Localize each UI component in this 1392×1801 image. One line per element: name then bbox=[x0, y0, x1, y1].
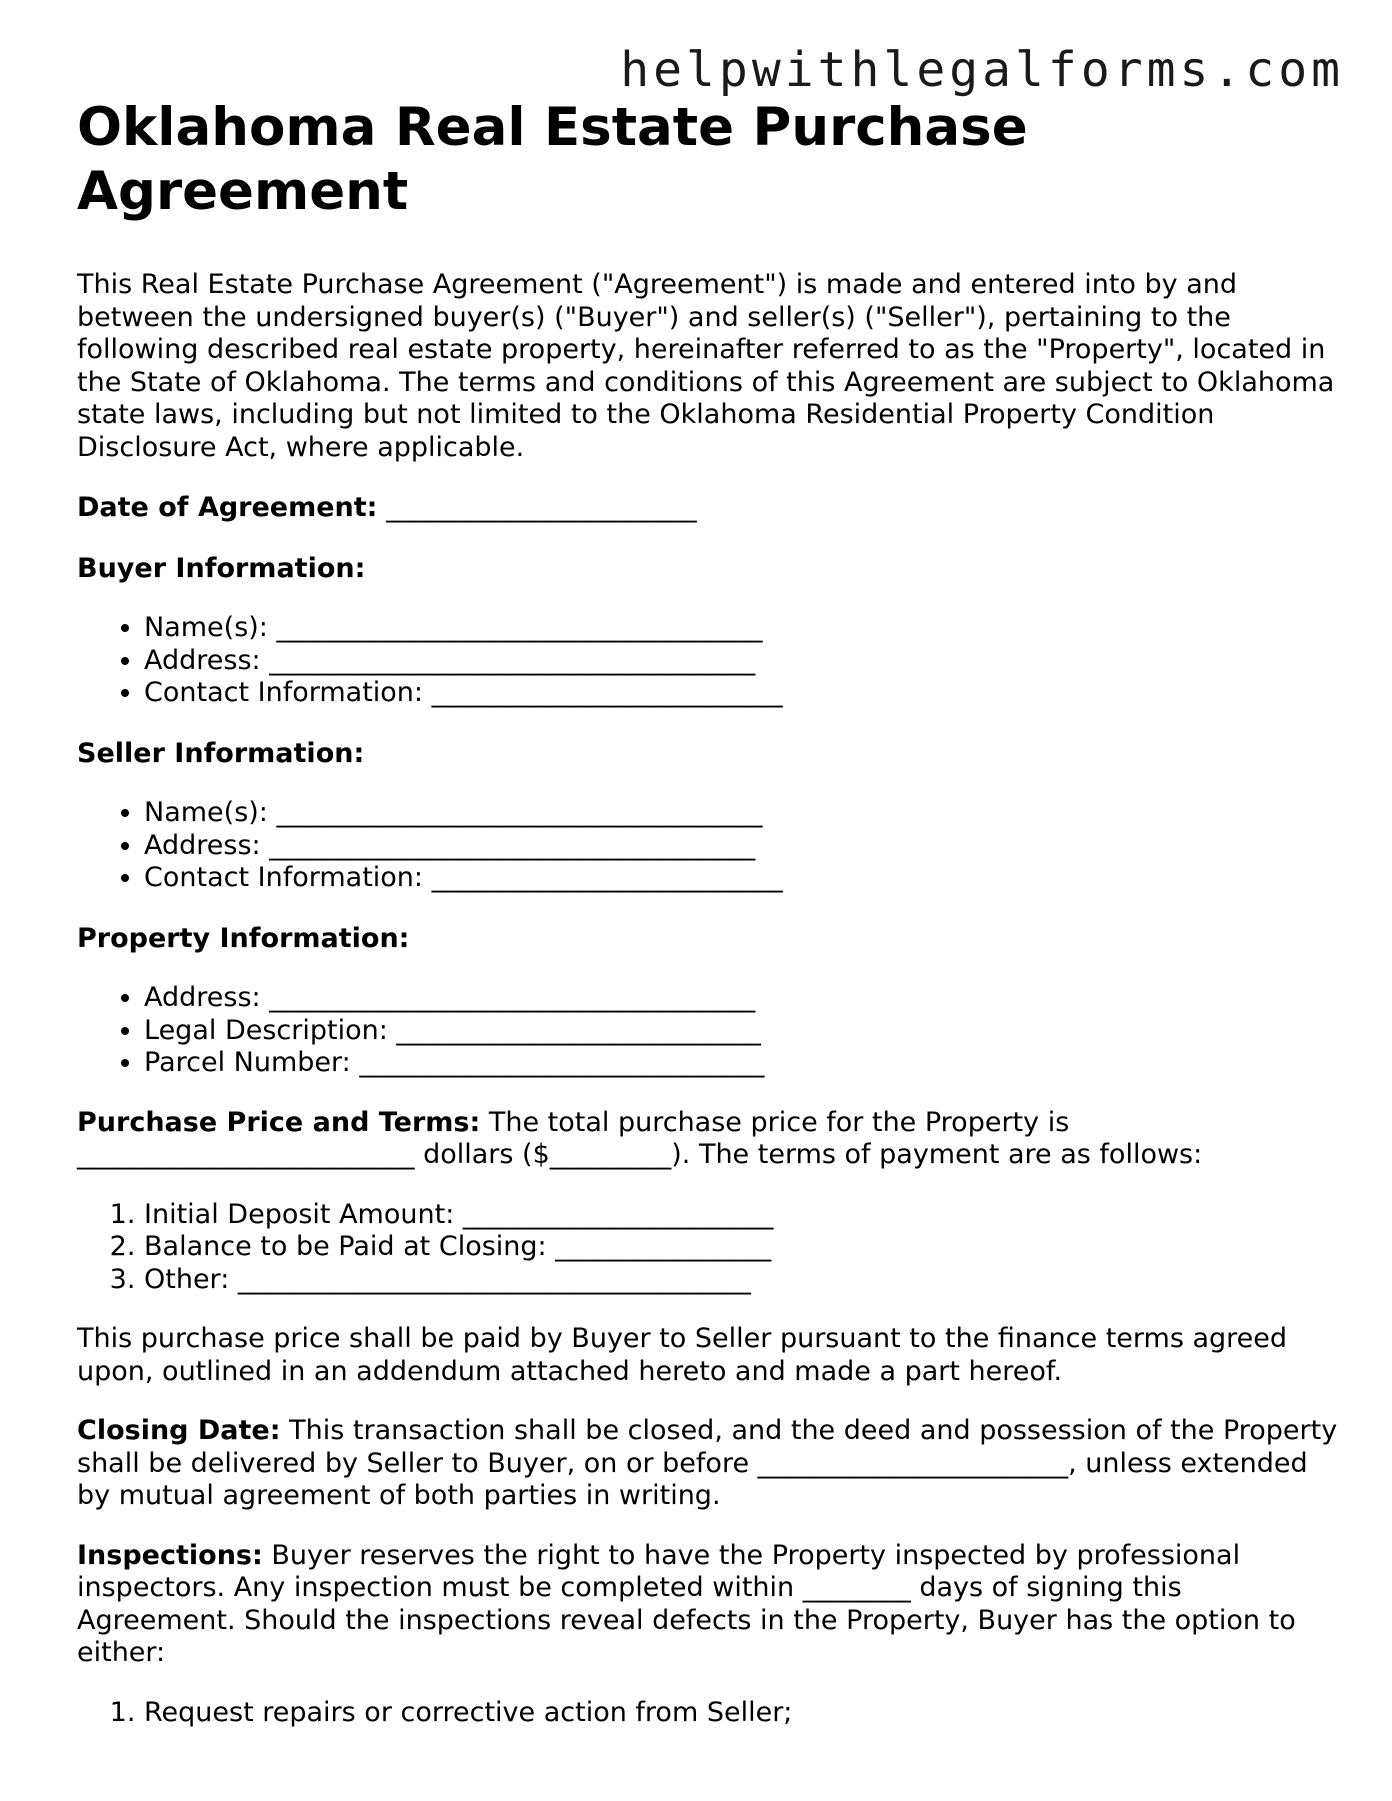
finance-terms-paragraph: This purchase price shall be paid by Buyer to Seller pursuant to the finance terms agreed upon, outlined in an addendum attached hereto and made a part hereof. bbox=[77, 1323, 1288, 1387]
date-of-agreement-label: Date of Agreement: bbox=[77, 492, 378, 523]
seller-name-field: • Name(s): ____________________________________ bbox=[144, 797, 1339, 830]
seller-list bbox=[77, 797, 1339, 895]
other-payment-field: 3. Other: ______________________________________ bbox=[144, 1264, 1339, 1297]
purchase-paragraph bbox=[77, 1107, 1339, 1172]
property-parcel-number-field: • Parcel Number: ______________________________ bbox=[144, 1047, 1339, 1080]
closing-label: Closing Date: bbox=[77, 1415, 281, 1446]
inspection-option-item: 1. Request repairs or corrective action from Seller; bbox=[144, 1697, 1339, 1730]
seller-address-field: • Address: ____________________________________ bbox=[144, 830, 1339, 863]
inspections-paragraph bbox=[77, 1540, 1339, 1670]
buyer-heading: Buyer Information: bbox=[77, 552, 366, 584]
inspections-text: Buyer reserves the right to have the Property inspected by professional inspectors. Any inspection must be completed within ________ days of signing this Agreement. Should the inspections reveal defects in the Property, Buyer has the option to either: bbox=[77, 1539, 1296, 1668]
buyer-address-field: • Address: ____________________________________ bbox=[144, 645, 1339, 678]
intro-paragraph: This Real Estate Purchase Agreement ("Agreement") is made and entered into by and between the undersigned buyer(s) ("Buyer") and seller(s) ("Seller"), pertaining to the following described real estate property, hereinafter referred to as the "Property", located in the State of Oklahoma. The terms and conditions of this Agreement are subject to Oklahoma state laws, including but not limited to the Oklahoma Residential Property Condition Disclosure Act, where applicable. bbox=[77, 269, 1335, 463]
document-body bbox=[77, 96, 1339, 1729]
document-title: Oklahoma Real Estate Purchase Agreement bbox=[77, 97, 1028, 222]
property-legal-description-field: • Legal Description: ___________________________ bbox=[144, 1015, 1339, 1048]
closing-text: This transaction shall be closed, and the deed and possession of the Property shall be delivered by Seller to Buyer, on or before _______________________, unless extended by mutual agreement of both parties in writing. bbox=[77, 1415, 1338, 1511]
property-list bbox=[77, 982, 1339, 1080]
inspection-options-list bbox=[77, 1697, 1339, 1730]
payment-terms-list bbox=[77, 1199, 1339, 1297]
initial-deposit-field: 1. Initial Deposit Amount: _______________________ bbox=[144, 1199, 1339, 1232]
buyer-contact-field: • Contact Information: __________________________ bbox=[144, 677, 1339, 710]
purchase-label: Purchase Price and Terms: bbox=[77, 1106, 481, 1138]
closing-paragraph bbox=[77, 1415, 1339, 1513]
buyer-list bbox=[77, 612, 1339, 710]
date-of-agreement-blank: _______________________ bbox=[377, 492, 697, 523]
inspections-label: Inspections: bbox=[77, 1539, 263, 1571]
property-heading: Property Information: bbox=[77, 922, 410, 954]
balance-at-closing-field: 2. Balance to be Paid at Closing: ________________ bbox=[144, 1231, 1339, 1264]
date-of-agreement-line bbox=[77, 492, 1339, 525]
seller-contact-field: • Contact Information: __________________________ bbox=[144, 862, 1339, 895]
purchase-text: The total purchase price for the Property is _________________________ dollars ($_________). The terms of payment are as follows: bbox=[77, 1106, 1203, 1170]
site-watermark: helpwithlegalforms.com bbox=[620, 42, 1344, 98]
buyer-name-field: • Name(s): ____________________________________ bbox=[144, 612, 1339, 645]
seller-heading: Seller Information: bbox=[77, 737, 365, 769]
property-address-field: • Address: ____________________________________ bbox=[144, 982, 1339, 1015]
